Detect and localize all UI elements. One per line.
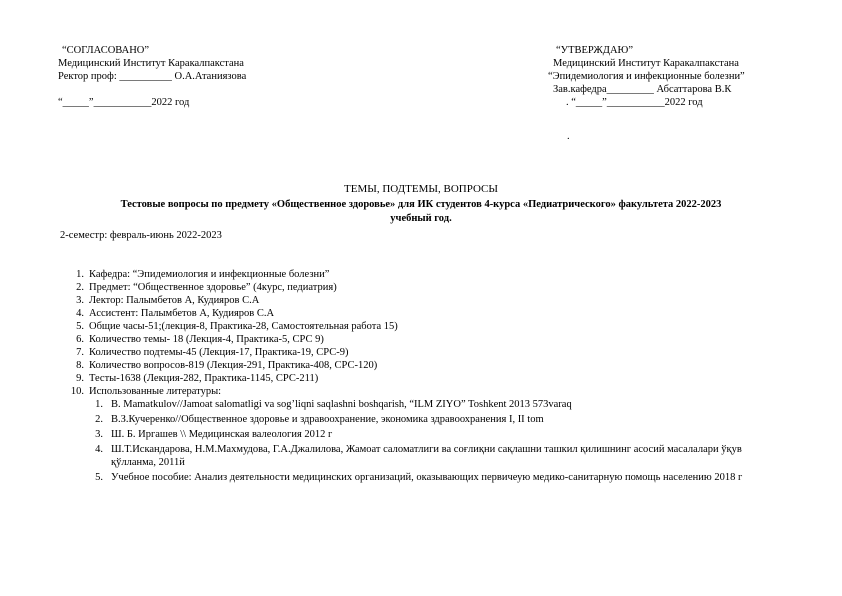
list-number: 7. — [76, 347, 84, 358]
list-item — [60, 372, 800, 385]
list-text: Количество вопросов-819 (Лекция-291, Практика-408, СРС-120) — [89, 360, 378, 371]
literature-number: 4. — [95, 444, 103, 455]
list-text: Общие часы-51;(лекция-8, Практика-28, Самостоятельная работа 15) — [89, 321, 398, 332]
literature-item — [89, 413, 779, 426]
literature-text: В.З.Кучеренко//Общественное здоровье и здравоохранение, экономика здравоохранения I, II tom — [111, 414, 544, 425]
literature-item — [89, 398, 779, 411]
list-text: Предмет: “Общественное здоровье” (4курс, педиатрия) — [89, 282, 337, 293]
list-text: Использованные литературы: — [89, 386, 222, 397]
literature-list — [89, 398, 779, 484]
list-text: Ассистент: Палымбетов А, Кудияров С.А — [89, 308, 275, 319]
header-right — [548, 44, 745, 109]
list-number: 8. — [76, 360, 84, 371]
list-item — [60, 320, 800, 333]
list-text: Тесты-1638 (Лекция-282, Практика-1145, СРС-211) — [89, 373, 319, 384]
list-number: 9. — [76, 373, 84, 384]
header-left — [58, 44, 246, 109]
literature-number: 5. — [95, 472, 103, 483]
right-date: . “_____”___________2022 год — [566, 97, 703, 108]
info-list — [60, 268, 800, 486]
literature-text: B. Mamatkulov//Jamoat salomatligi va sog’liqni saqlashni boshqarish, “ILM ZIYO” Toshkent 2013 573varaq — [111, 399, 572, 410]
list-item — [60, 268, 800, 281]
literature-number: 3. — [95, 429, 103, 440]
semester-line: 2-семестр: февраль-июнь 2022-2023 — [60, 230, 222, 241]
list-number: 6. — [76, 334, 84, 345]
list-text: Количество темы- 18 (Лекция-4, Практика-5, СРС 9) — [89, 334, 324, 345]
left-spacer — [58, 83, 246, 96]
right-institute: Медицинский Институт Каракалпакстана — [553, 58, 739, 69]
list-text: Количество подтемы-45 (Лекция-17, Практика-19, СРС-9) — [89, 347, 349, 358]
department-line: “Эпидемиология и инфекционные болезни” — [548, 71, 745, 82]
literature-item — [89, 428, 779, 441]
agreed-label: “СОГЛАСОВАНО” — [62, 45, 150, 56]
literature-text: Ш.Т.Искандарова, Н.М.Махмудова, Г.А.Джалилова, Жамоат саломатлиги ва соғлиқни сақлашни ташкил қилишнинг асосий масалалари ўқув қўлланма, 2011й — [111, 444, 742, 468]
list-number: 2. — [76, 282, 84, 293]
literature-number: 1. — [95, 399, 103, 410]
left-institute: Медицинский Институт Каракалпакстана — [58, 58, 244, 69]
list-number: 10. — [70, 386, 84, 397]
left-date: “_____”___________2022 год — [58, 97, 190, 108]
literature-item — [89, 443, 779, 469]
literature-text: Учебное пособие: Анализ деятельности медицинских организаций, оказывающих первичеую медико-санитарную помощь населению 2018 г — [111, 472, 743, 483]
title-bold-line2: учебный год. — [390, 213, 452, 224]
list-item — [60, 294, 800, 307]
list-number: 4. — [76, 308, 84, 319]
document-title — [0, 183, 842, 226]
head-line: Зав.кафедра_________ Абсаттарова В.К — [553, 84, 732, 95]
list-item — [60, 281, 800, 294]
literature-text: Ш. Б. Иргашев \\ Медицинская валеология 2012 г — [111, 429, 333, 440]
list-item — [60, 346, 800, 359]
literature-number: 2. — [95, 414, 103, 425]
stray-dot: . — [567, 131, 570, 142]
list-item — [60, 333, 800, 346]
title-main: ТЕМЫ, ПОДТЕМЫ, ВОПРОСЫ — [344, 183, 498, 195]
title-bold-line1: Тестовые вопросы по предмету «Общественное здоровье» для ИК студентов 4-курса «Педиатрического» факультета 2022-2023 — [120, 199, 722, 210]
rector-line: Ректор проф: __________ О.А.Атаниязова — [58, 71, 247, 82]
list-number: 1. — [76, 269, 84, 280]
approved-label: “УТВЕРЖДАЮ” — [556, 45, 634, 56]
list-text: Кафедра: “Эпидемиология и инфекционные болезни” — [89, 269, 330, 280]
list-number: 5. — [76, 321, 84, 332]
list-item — [60, 359, 800, 372]
list-number: 3. — [76, 295, 84, 306]
list-item — [60, 385, 800, 398]
list-item — [60, 307, 800, 320]
literature-item — [89, 471, 779, 484]
list-text: Лектор: Палымбетов А, Кудияров С.А — [89, 295, 260, 306]
